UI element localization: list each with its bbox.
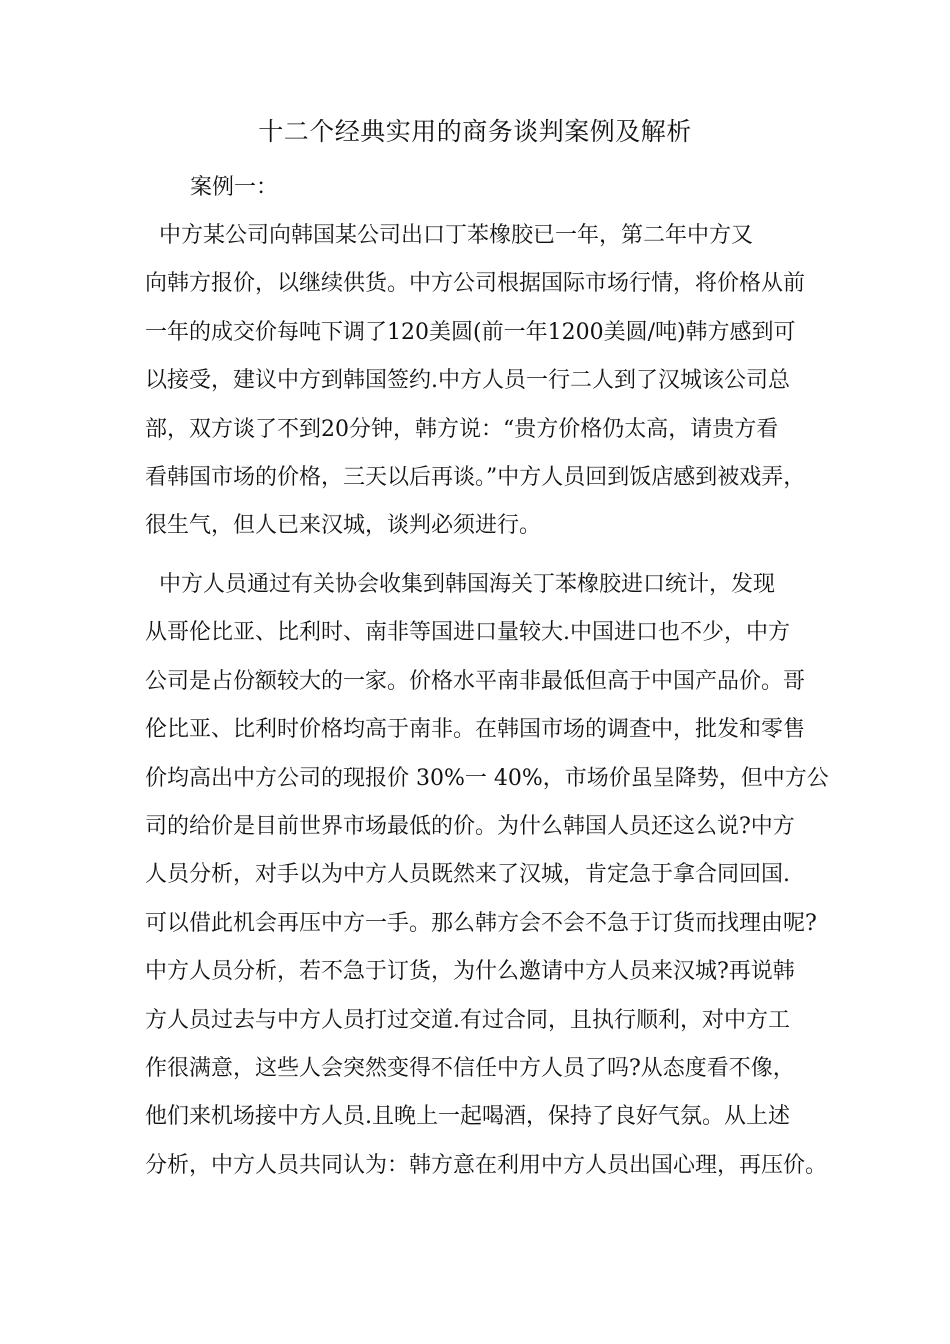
paragraph-line: 中方某公司向韩国某公司出口丁苯橡胶已一年，第二年中方又 (145, 223, 753, 248)
paragraph-1 (145, 212, 845, 551)
paragraph-line: 中方人员分析，若不急于订货，为什么邀请中方人员来汉城?再说韩 (145, 959, 795, 985)
case-label: 案例一： (190, 175, 279, 200)
paragraph-line: 伦比亚、比利时价格均高于南非。在韩国市场的调查中，批发和零售 (145, 717, 806, 743)
paragraph-line: 作很满意，这些人会突然变得不信任中方人员了吗?从态度看不像， (145, 1055, 795, 1081)
paragraph-line: 价均高出中方公司的现报价 30%一 40%，市场价虽呈降势，但中方公 (145, 765, 829, 791)
paragraph-line: 公司是占份额较大的一家。价格水平南非最低但高于中国产品价。哥 (145, 668, 806, 694)
paragraph-line: 一年的成交价每吨下调了120美圆(前一年1200美圆/吨)韩方感到可 (145, 319, 796, 345)
paragraph-line: 以接受，建议中方到韩国签约.中方人员一行二人到了汉城该公司总 (145, 368, 790, 394)
paragraph-line: 向韩方报价，以继续供货。中方公司根据国际市场行情，将价格从前 (145, 271, 806, 297)
paragraph-line: 很生气，但人已来汉城，谈判必须进行。 (145, 513, 542, 539)
paragraph-line: 可以借此机会再压中方一手。那么韩方会不会不急于订货而找理由呢? (145, 910, 817, 936)
paragraph-line: 看韩国市场的价格，三天以后再谈。”中方人员回到饭店感到被戏弄， (145, 464, 806, 490)
document-title: 十二个经典实用的商务谈判案例及解析 (258, 117, 692, 146)
paragraph-line: 分析，中方人员共同认为：韩方意在利用中方人员出国心理，再压价。 (145, 1152, 828, 1178)
paragraph-line: 人员分析，对手以为中方人员既然来了汉城，肯定急于拿合同回国. (145, 862, 790, 888)
paragraph-line: 中方人员通过有关协会收集到韩国海关丁苯橡胶进口统计，发现 (145, 572, 775, 597)
paragraph-line: 方人员过去与中方人员打过交道.有过合同，且执行顺利，对中方工 (145, 1007, 790, 1033)
paragraph-line: 部，双方谈了不到20分钟，韩方说：“贵方价格仍太高，请贵方看 (145, 416, 779, 442)
paragraph-line: 司的给价是目前世界市场最低的价。为什么韩国人员还这么说?中方 (145, 813, 795, 839)
paragraph-line: 从哥伦比亚、比利时、南非等国进口量较大.中国进口也不少，中方 (145, 620, 790, 646)
paragraph-2 (145, 561, 845, 1190)
paragraph-line: 他们来机场接中方人员.且晚上一起喝酒，保持了良好气氛。从上述 (145, 1104, 790, 1130)
